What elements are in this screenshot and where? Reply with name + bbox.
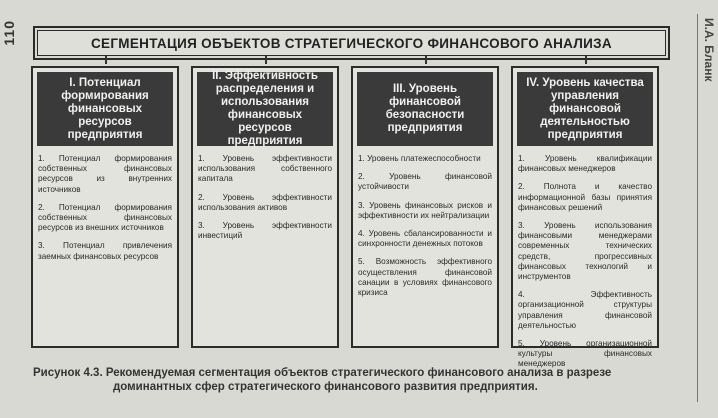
list-item: 2. Уровень эффективности использования активов bbox=[198, 192, 332, 212]
figure-caption bbox=[33, 366, 673, 394]
list-item: 3. Уровень использования финансовыми менеджерами современных технических средств, прогрессивных финансовых технологий и инструментов bbox=[518, 221, 652, 282]
list-item: 1. Уровень квалификации финансовых менеджеров bbox=[518, 154, 652, 174]
list-item: 3. Потенциал привлечения заемных финансовых ресурсов bbox=[38, 241, 172, 261]
list-item: 4. Эффективность организационной структуры управления финансовой деятельностью bbox=[518, 290, 652, 330]
page-number: 110 bbox=[1, 20, 17, 46]
list-item: 3. Уровень финансовых рисков и эффективности их нейтрализации bbox=[358, 200, 492, 220]
list-item: 2. Уровень финансовой устойчивости bbox=[358, 172, 492, 192]
caption-line-1: Рекомендуемая сегментация объектов стратегического финансового анализа в разрезе bbox=[105, 367, 612, 379]
margin-rule bbox=[697, 14, 698, 402]
list-item: 3. Уровень эффективности инвестиций bbox=[198, 221, 332, 241]
column-1-items bbox=[38, 154, 172, 342]
connector-1 bbox=[105, 56, 107, 64]
list-item: 5. Уровень организационной культуры финансовых менеджеров bbox=[518, 339, 652, 369]
diagram-title: СЕГМЕНТАЦИЯ ОБЪЕКТОВ СТРАТЕГИЧЕСКОГО ФИНАНСОВОГО АНАЛИЗА bbox=[33, 26, 670, 60]
list-item: 2. Потенциал формирования собственных финансовых ресурсов из внешних источников bbox=[38, 202, 172, 233]
column-1-heading: I. Потенциал формирования финансовых ресурсов предприятия bbox=[37, 72, 173, 146]
connector-2 bbox=[265, 56, 267, 64]
list-item: 1. Уровень платежеспособности bbox=[358, 154, 481, 163]
column-3-heading: III. Уровень финансовой безопасности предприятия bbox=[357, 72, 493, 146]
column-3-items bbox=[358, 154, 492, 342]
column-4 bbox=[511, 66, 659, 369]
list-item: 4. Уровень сбалансированности и синхронности денежных потоков bbox=[358, 229, 492, 249]
list-item: 1. Потенциал формирования собственных финансовых ресурсов из внутренних источников bbox=[38, 154, 172, 194]
column-4-heading: IV. Уровень качества управления финансовой деятельностью предприятия bbox=[517, 72, 653, 146]
caption-label: Рисунок 4.3. bbox=[33, 367, 103, 379]
connector-3 bbox=[425, 56, 427, 64]
caption-line-2: доминантных сфер стратегического финансового развития предприятия. bbox=[113, 381, 538, 393]
list-item: 5. Возможность эффективного осуществления финансовой санации в условиях финансового кризиса bbox=[358, 257, 492, 298]
connector-4 bbox=[585, 56, 587, 64]
column-3 bbox=[351, 66, 499, 348]
list-item: 2. Полнота и качество информационной базы принятия финансовых решений bbox=[518, 182, 652, 212]
column-2-heading: II. Эффективность распределения и использования финансовых ресурсов предприятия bbox=[197, 72, 333, 146]
list-item: 1. Уровень эффективности использования собственного капитала bbox=[198, 154, 332, 184]
column-1 bbox=[31, 66, 179, 348]
column-2-items bbox=[198, 154, 332, 342]
column-2 bbox=[191, 66, 339, 348]
running-head: И.А. Бланк bbox=[702, 18, 716, 82]
column-4-items bbox=[518, 154, 652, 369]
